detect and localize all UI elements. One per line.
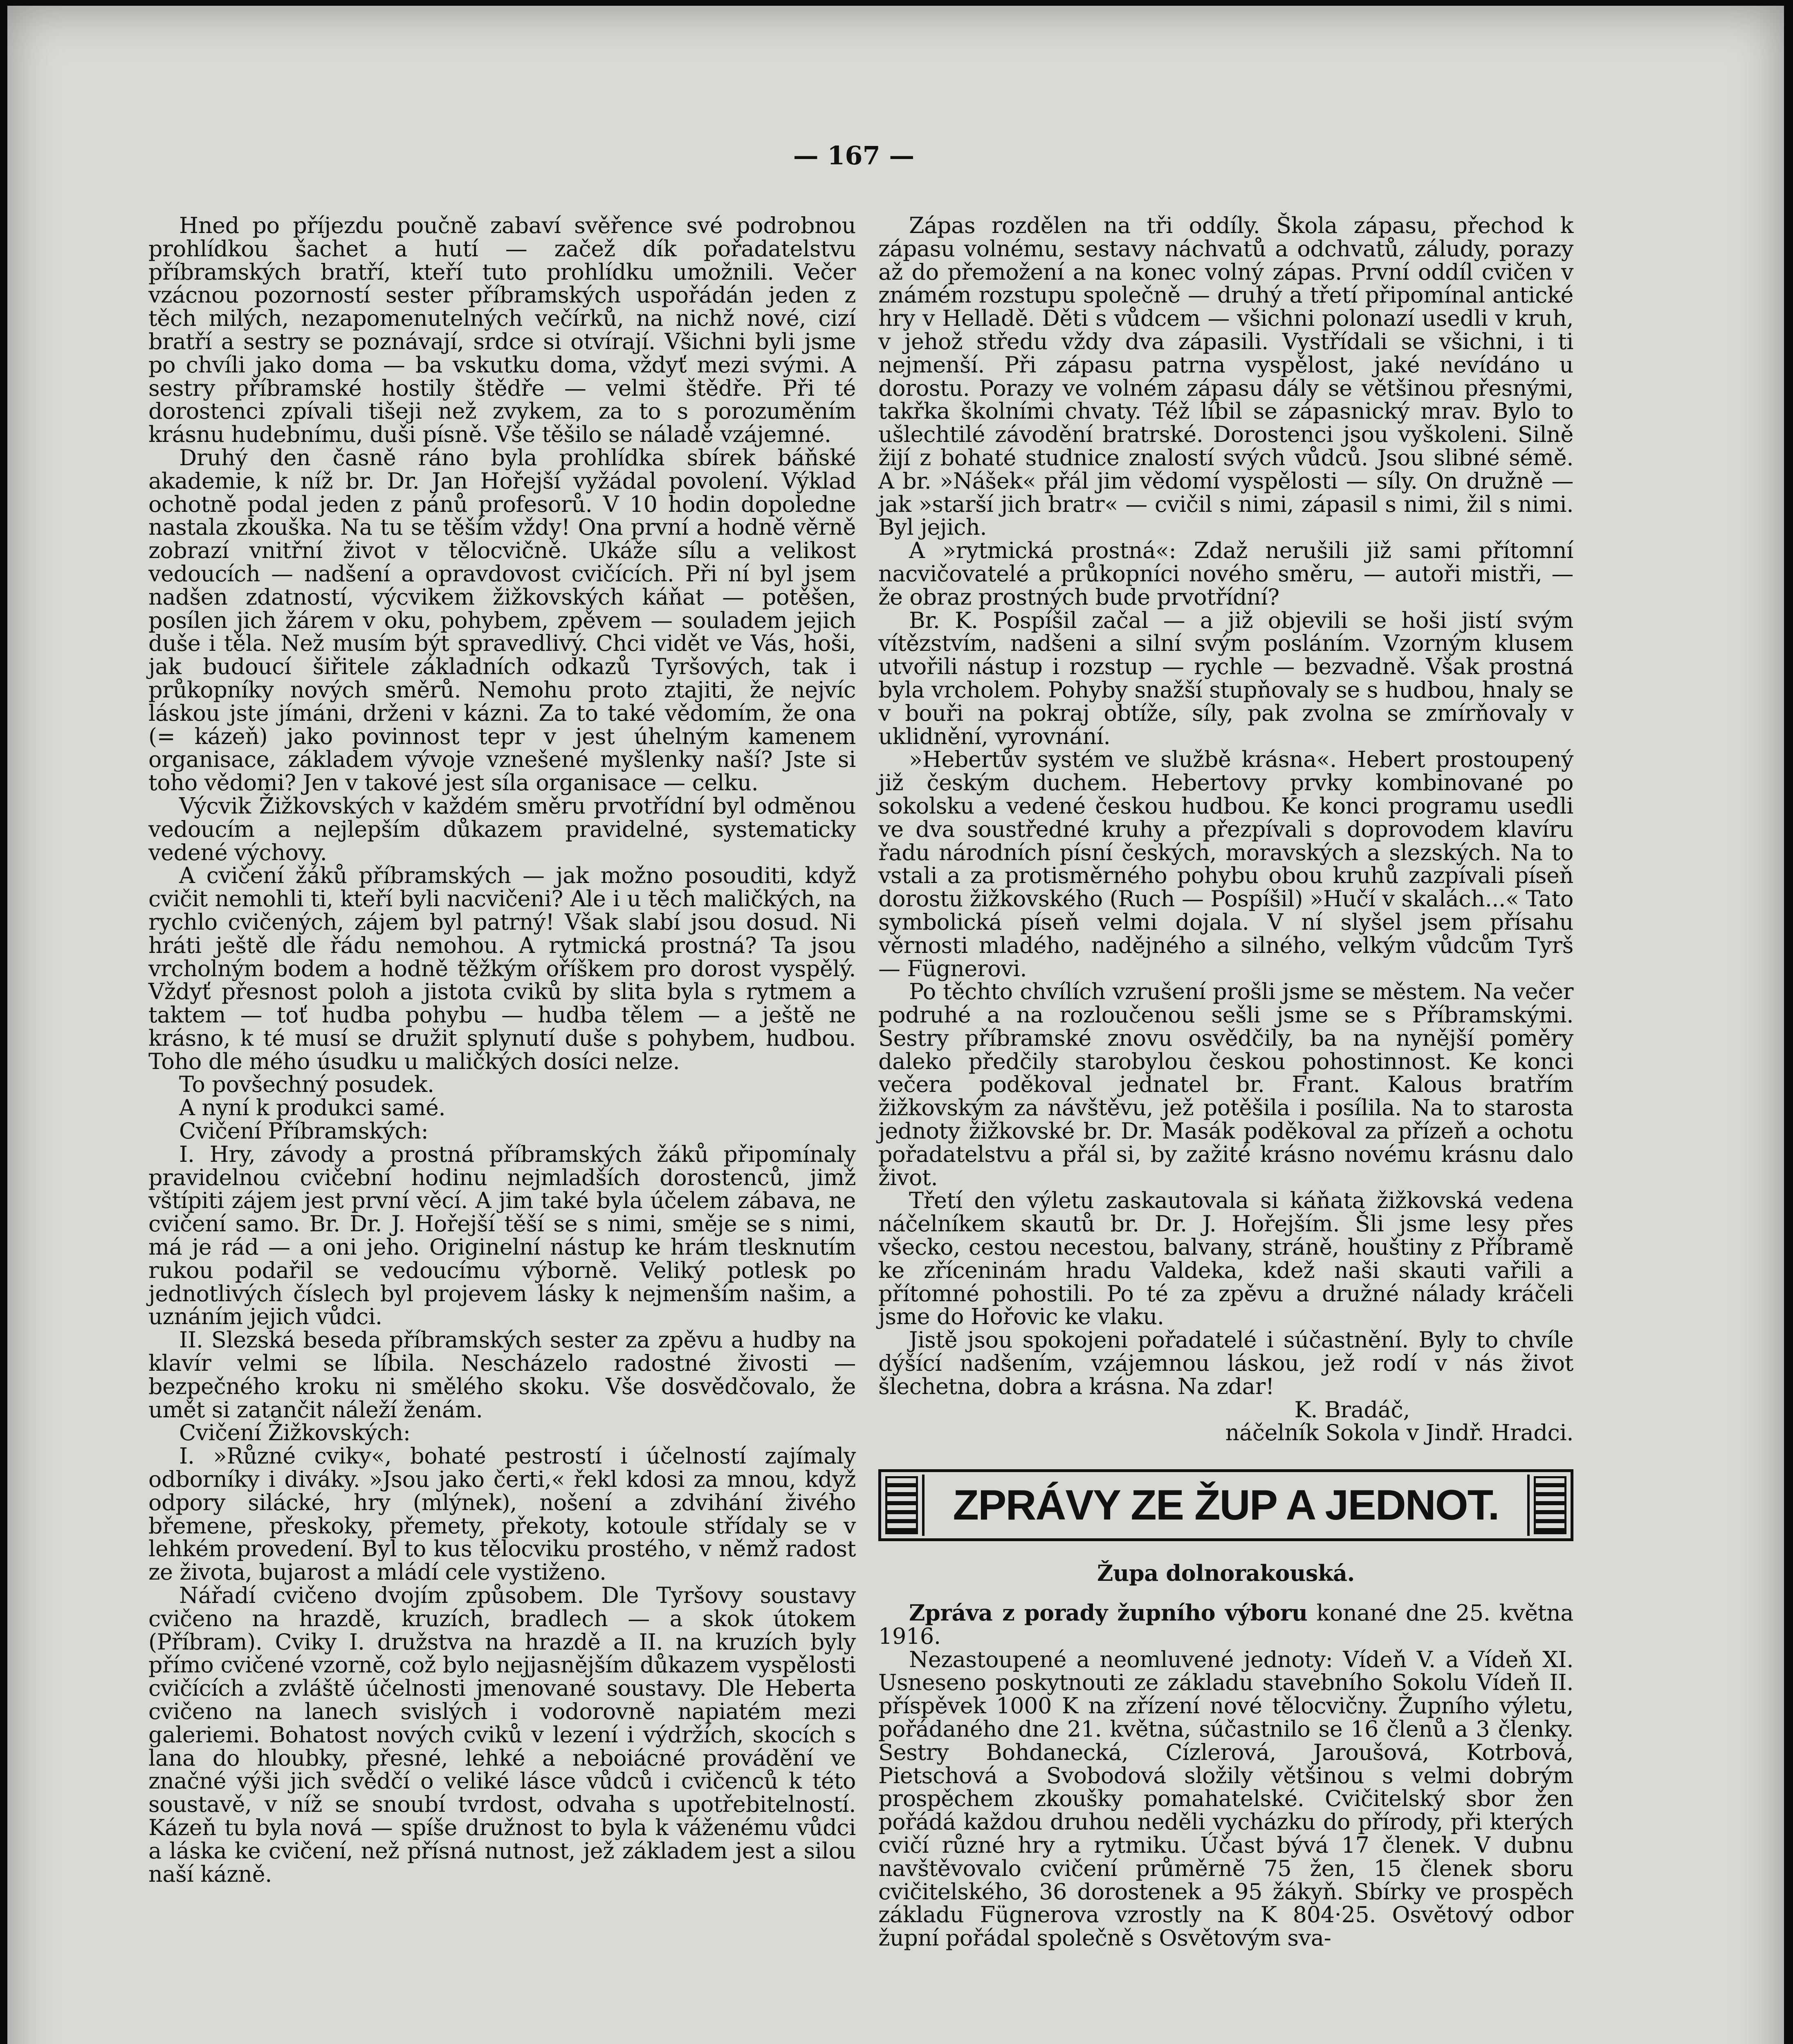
paragraph: Jistě jsou spokojeni pořadatelé i súčastnění. Byly to chvíle dýšící nadšením, vzájemnou láskou, jež rodí v nás život šlechetna, dobra a krásna. Na zdar! xyxy=(878,1327,1573,1399)
report-lead xyxy=(878,1601,1573,1648)
signature-role: náčelník Sokola v Jindř. Hradci. xyxy=(1225,1420,1573,1446)
subsection-heading: Župa dolnorakouská. xyxy=(1097,1560,1355,1587)
report-lead-rest: konané dne 25. května 1916. xyxy=(878,1600,1573,1649)
paragraph: I. »Různé cviky«, bohaté pestrostí i účelností zajímaly odborníky i diváky. »Jsou jako čerti,« řekl kdosi za mnou, když odpory silácké, hry (mlýnek), nošení a zdvihání živého břemene, přeskoky, přemety, překoty, kotoule střídaly se v lehkém provedení. Byl to kus tělocviku prostého, v němž radost ze života, bujarost a mládí cele vystiženo. xyxy=(148,1443,856,1585)
paragraph: Zápas rozdělen na tři oddíly. Škola zápasu, přechod k zápasu volnému, sestavy náchvatů a odchvatů, záludy, porazy až do přemožení a na konec volný zápas. První oddíl cvičen v známém rozstupu společně — druhý a třetí připomínal antické hry v Helladě. Děti s vůdcem — všichni polonazí usedli v kruh, v jehož středu vždy dva zápasili. Vystřídali se všichni, i ti nejmenší. Při zápasu patrna vyspělost, jaké nevídáno u dorostu. Porazy ve volném zápasu dály se většinou přesnými, takřka školními chvaty. Též líbil se zápasnický mrav. Bylo to ušlechtilé závodění bratrské. Dorostenci jsou vyškoleni. Silně žijí z bohaté studnice znalostí svých vůdců. Jsou slibné sémě. A br. »Nášek« přál jim vědomí vyspělosti — síly. On družně — jak »starší jich bratr« — cvičil s nimi, zápasil s nimi, žil s nimi. Byl jejich. xyxy=(878,213,1573,540)
report-body: Nezastoupené a neomluvené jednoty: Vídeň V. a Vídeň XI. Usneseno poskytnouti ze základu stavebního Sokolu Vídeň II. příspěvek 1000 K na zřízení nové tělocvičny. Župního výletu, pořádaného dne 21. května, súčastnilo se 16 členů a 3 členky. Sestry Bohdanecká, Cízlerová, Jaroušová, Kotrbová, Pietschová a Svobodová složily většinou s velmi dobrým prospěchem zkoušky pomahatelské. Cvičitelský sbor žen pořádá každou druhou neděli vycházku do přírody, při kterých cvičí různé hry a rytmiku. Účast bývá 17 členek. V dubnu navštěvovalo cvičení průměrně 75 žen, 15 členek sboru cvičitelského, 36 dorostenek a 95 žákyň. Sbírky ve prospěch základu Fügnerova vzrostly na K 804·25. Osvětový odbor župní pořádal společně s Osvětovým sva- xyxy=(878,1646,1573,1951)
paragraph: II. Slezská beseda příbramských sester za zpěvu a hudby na klavír velmi se líbila. Nescházelo radostné živosti — bezpečného kroku ni smělého skoku. Vše dosvědčovalo, že umět si zatančit náleží ženám. xyxy=(148,1327,856,1423)
paragraph: A nyní k produkci samé. xyxy=(179,1095,446,1121)
paragraph: Cvičení Žižkovských: xyxy=(179,1420,411,1446)
report-lead-bold: Zpráva z porady župního výboru xyxy=(909,1600,1308,1626)
paragraph: I. Hry, závody a prostná příbramských žáků připomínaly pravidelnou cvičební hodinu nejmladších dorostenců, jimž vštípiti zájem jest první věcí. A jim také byla účelem zábava, ne cvičení samo. Br. Dr. J. Hořejší těší se s nimi, směje se s nimi, má je rád — a oni jeho. Originelní nástup ke hrám tlesknutím rukou podařil se vedoucímu výborně. Veliký potlesk po jednotlivých číslech byl projevem lásky k nejmenším našim, a uznáním jejich vůdci. xyxy=(148,1141,856,1330)
page-number: — 167 — xyxy=(793,141,915,170)
signature-name: K. Bradáč, xyxy=(1294,1396,1410,1423)
paragraph: Nářadí cvičeno dvojím způsobem. Dle Tyršovy soustavy cvičeno na hrazdě, kruzích, bradlech — a skok útokem (Příbram). Cviky I. družstva na hrazdě a II. na kruzích byly přímo cvičené vzorně, což bylo nejjasnějším důkazem vyspělosti cvičících a zvláště účelnosti jmenované soustavy. Dle Heberta cvičeno na lanech svislých i vodorovně napiatém mezi galeriemi. Bohatost nových cviků v lezení i výdržích, skocích s lana do hloubky, přesné, lehké a neboiácné provádění ve značné výši jich svědčí o veliké lásce vůdců i cvičenců k této soustavě, v níž se snoubí tvrdost, odvaha s upotřebitelností. Kázeň tu byla nová — spíše družnost to byla k váženému vůdci a láska ke cvičení, než přísná nutnost, jež základem jest a silou naší kázně. xyxy=(148,1582,856,1887)
section-heading-box xyxy=(878,1469,1573,1541)
left-column xyxy=(148,214,856,1886)
paragraph: A »rytmická prostná«: Zdaž nerušili již sami přítomní nacvičovatelé a průkopníci nového směru, — autoři mistři, — že obraz prostných bude prvotřídní? xyxy=(878,538,1573,610)
paragraph: Po těchto chvílích vzrušení prošli jsme se městem. Na večer podruhé a na rozloučenou sešli jsme se s Příbramskými. Sestry příbramské znovu osvědčily, ba na nynější poměry daleko předčily starobylou českou pohostinnost. Ke konci večera poděkoval jednatel br. Frant. Kalous bratřím žižkovským za návštěvu, jež potěšila i posílila. Na to starosta jednoty žižkovské br. Dr. Masák poděkoval za přízeň a ochotu pořadatelstvu a přál si, by zažité krásno novému krásnu dalo život. xyxy=(878,979,1573,1190)
paragraph: A cvičení žáků příbramských — jak možno posouditi, když cvičit nemohli ti, kteří byli nacvičeni? Ale i u těch maličkých, na rychlo cvičených, zájem byl patrný! Však slabí jsou dosud. Ni hráti ještě dle řádu nemohou. A rytmická prostná? Ta jsou vrcholným bodem a hodně těžkým oříškem pro dorost vyspělý. Vždyť přesnost poloh a jistota cviků by slita byla s rytmem a taktem — toť hudba pohybu — hudba tělem — a ještě ne krásno, k té musí se družit splynutí duše s pohybem, hudbou. Toho dle mého úsudku u maličkých dosíci nelze. xyxy=(148,863,856,1074)
ornament-right-icon xyxy=(1534,1476,1566,1534)
paragraph: Cvičení Příbramských: xyxy=(179,1118,429,1144)
paragraph: »Hebertův systém ve službě krásna«. Hebert prostoupený již českým duchem. Hebertovy prvky kombinované po sokolsku a vedené českou hudbou. Ke konci programu usedli ve dva soustředné kruhy a přezpívali s doprovodem klavíru řadu národních písní českých, moravských a slezských. Na to vstali a za protisměrného pohybu obou kruhů zazpívali píseň dorostu žižkovského (Ruch — Pospíšil) »Hučí v skalách...« Tato symbolická píseň velmi dojala. V ní slyšel jsem přísahu věrnosti mladého, nadějného a silného, velkým vůdcům Tyrš — Fügnerovi. xyxy=(878,746,1573,982)
section-heading: ZPRÁVY ZE ŽUP A JEDNOT. xyxy=(922,1475,1530,1536)
paragraph: Druhý den časně ráno byla prohlídka sbírek báňské akademie, k níž br. Dr. Jan Hořejší vyžádal povolení. Výklad ochotně podal jeden z pánů profesorů. V 10 hodin dopoledne nastala zkouška. Na tu se těším vždy! Ona první a hodně věrně zobrazí vnitřní život v tělocvičně. Ukáže sílu a velikost vedoucích — nadšení a opravdovost cvičících. Při ní byl jsem nadšen zdatností, výcvikem žižkovských káňat — potěšen, posílen jich žárem v oku, pohybem, zpěvem — souladem jejich duše i těla. Než musím být spravedlivý. Chci vidět ve Vás, hoši, jak budoucí šiřitele základních odkazů Tyršových, tak i průkopníky nových směrů. Nemohu proto ztajiti, že nejvíc láskou jste jímáni, drženi v kázni. Za to také vědomím, že ona (= kázeň) jako povinnost tepr v jest úhelným kamenem organisace, základem vývoje vznešené myšlenky naší? Jste si toho vědomi? Jen v takové jest síla organisace — celku. xyxy=(148,444,856,796)
paragraph: Výcvik Žižkovských v každém směru prvotřídní byl odměnou vedoucím a nejlepším důkazem pravidelné, systematicky vedené výchovy. xyxy=(148,793,856,865)
paragraph: To povšechný posudek. xyxy=(179,1071,434,1098)
right-column xyxy=(878,214,1573,1950)
ornament-left-icon xyxy=(885,1476,918,1534)
paragraph: Třetí den výletu zaskautovala si káňata žižkovská vedena náčelníkem skautů br. Dr. J. Hořejším. Šli jsme lesy přes všecko, cestou necestou, balvany, stráně, houštiny z Příbramě ke zříceninám hradu Valdeka, kdež naši skauti vařili a přítomné pohostili. Po té za zpěvu a družné nálady kráčeli jsme do Hořovic ke vlaku. xyxy=(878,1188,1573,1330)
paragraph: Br. K. Pospíšil začal — a již objevili se hoši jistí svým vítězstvím, nadšeni a silní svým posláním. Vzorným klusem utvořili nástup i rozstup — rychle — bezvadně. Však prostná byla vrcholem. Pohyby snažší stupňovaly se s hudbou, hnaly se v bouři na pokraj obtíže, síly, pak zvolna se zmírňovaly v uklidnění, vyrovnání. xyxy=(878,607,1573,749)
page-sheet xyxy=(7,6,1784,2044)
paragraph: Hned po příjezdu poučně zabaví svěřence své podrobnou prohlídkou šachet a hutí — začež dík pořadatelstvu příbramských bratří, kteří tuto prohlídku umožnili. Večer vzácnou pozorností sester příbramských uspořádán jeden z těch milých, nezapomenutelných večírků, na nichž nové, cizí bratří a sestry se poznávají, srdce si otvírají. Všichni byli jsme po chvíli jako doma — ba vskutku doma, vždyť mezi svými. A sestry příbramské hostily štědře — velmi štědře. Při té dorostenci zpívali tišeji než zvykem, za to s porozuměním krásnu hudebnímu, duši písně. Vše těšilo se náladě vzájemné. xyxy=(148,213,856,448)
